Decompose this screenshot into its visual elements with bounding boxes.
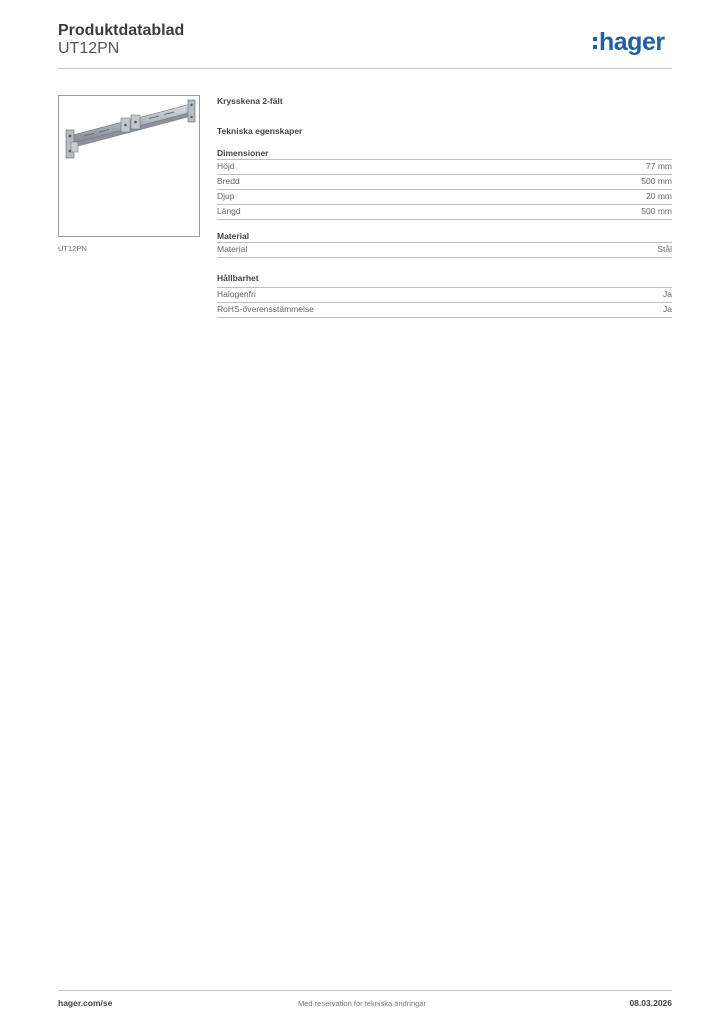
header-divider bbox=[58, 68, 672, 69]
spec-value: 500 mm bbox=[641, 206, 672, 216]
spec-value: Stål bbox=[657, 244, 672, 254]
section-dimensions bbox=[217, 147, 672, 220]
footer-date: 08.03.2026 bbox=[629, 998, 672, 1008]
spec-value: Ja bbox=[663, 304, 672, 314]
footer-divider bbox=[58, 990, 672, 991]
section-sustainability bbox=[217, 272, 672, 318]
spec-label: Djup bbox=[217, 191, 235, 201]
spec-value: Ja bbox=[663, 289, 672, 299]
spec-row bbox=[217, 175, 672, 190]
logo-text: hager bbox=[599, 28, 665, 56]
hager-logo bbox=[593, 28, 665, 56]
footer-disclaimer: Med reservation för tekniska ändringar bbox=[298, 999, 426, 1008]
product-name: Krysskena 2-fält bbox=[217, 96, 283, 106]
spec-label: Halogenfri bbox=[217, 289, 256, 299]
logo-dots-icon bbox=[593, 37, 597, 49]
spec-row bbox=[217, 243, 672, 258]
spec-row bbox=[217, 287, 672, 303]
spec-label: Material bbox=[217, 244, 248, 254]
footer-website-link[interactable]: hager.com/se bbox=[58, 998, 113, 1008]
section-heading: Dimensioner bbox=[217, 147, 672, 160]
spec-row bbox=[217, 205, 672, 220]
section-heading: Hållbarhet bbox=[217, 273, 259, 283]
spec-value: 20 mm bbox=[646, 191, 672, 201]
product-code: UT12PN bbox=[58, 40, 120, 57]
spec-label: Höjd bbox=[217, 161, 235, 171]
spec-value: 500 mm bbox=[641, 176, 672, 186]
rail-bracket-illustration bbox=[59, 96, 199, 236]
spec-label: Bredd bbox=[217, 176, 240, 186]
spec-row bbox=[217, 190, 672, 205]
spec-row bbox=[217, 160, 672, 175]
section-heading: Material bbox=[217, 230, 672, 243]
image-caption: UT12PN bbox=[58, 244, 87, 253]
spec-label: Längd bbox=[217, 206, 241, 216]
spec-row bbox=[217, 303, 672, 318]
section-material bbox=[217, 230, 672, 258]
spec-label: RoHS-överensstämmelse bbox=[217, 304, 314, 314]
product-image bbox=[58, 95, 200, 237]
page-title: Produktdatablad bbox=[58, 22, 185, 39]
spec-value: 77 mm bbox=[646, 161, 672, 171]
technical-properties-heading: Tekniska egenskaper bbox=[217, 126, 303, 136]
spec-content bbox=[217, 95, 672, 318]
